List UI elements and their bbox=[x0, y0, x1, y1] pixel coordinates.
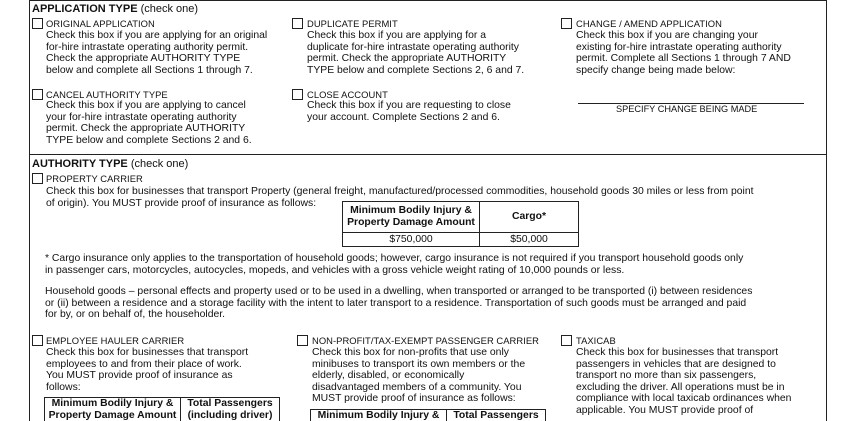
change-amend-label: CHANGE / AMEND APPLICATION bbox=[576, 18, 722, 29]
property-carrier-checkbox[interactable] bbox=[32, 173, 43, 184]
property-table-header-bodily-line1: Minimum Bodily Injury & bbox=[350, 205, 472, 217]
close-account-label: CLOSE ACCOUNT bbox=[307, 89, 388, 100]
authority-type-subtitle: (check one) bbox=[130, 158, 189, 170]
original-application-checkbox[interactable] bbox=[32, 18, 43, 29]
taxicab-label: TAXICAB bbox=[576, 335, 616, 346]
nonprofit-insurance-table bbox=[310, 409, 546, 421]
duplicate-permit-label: DUPLICATE PERMIT bbox=[307, 18, 398, 29]
duplicate-permit-text: Check this box if you are applying for a duplicate for-hire intrastate operating authority permit. Check the appropriate AUTHORITY TYPE below and complete Sections 2, 6 and 7. bbox=[307, 30, 525, 76]
authority-type-title: AUTHORITY TYPE bbox=[32, 158, 128, 170]
employee-hauler-label: EMPLOYEE HAULER CARRIER bbox=[46, 335, 185, 346]
section-divider bbox=[29, 154, 827, 155]
close-account-text: Check this box if you are requesting to close your account. Complete Sections 2 and 6. bbox=[307, 100, 511, 123]
taxicab-checkbox[interactable] bbox=[561, 335, 572, 346]
employee-hauler-text: Check this box for businesses that transport employees to and from their place of work. You MUST provide proof of insurance as follows: bbox=[46, 347, 249, 393]
property-carrier-label: PROPERTY CARRIER bbox=[46, 173, 143, 184]
original-application-label: ORIGINAL APPLICATION bbox=[46, 18, 155, 29]
property-table-header-cargo: Cargo* bbox=[480, 202, 579, 233]
employee-insurance-table bbox=[44, 397, 280, 421]
nonprofit-table-header-passengers: Total Passengers bbox=[447, 410, 546, 421]
employee-table-header-bodily-line1: Minimum Bodily Injury & bbox=[51, 398, 174, 409]
change-amend-checkbox[interactable] bbox=[561, 18, 572, 29]
employee-table-header-bodily bbox=[45, 398, 181, 421]
employee-hauler-checkbox[interactable] bbox=[32, 335, 43, 346]
left-border bbox=[29, 0, 30, 421]
authority-type-heading bbox=[32, 159, 188, 171]
employee-table-header-passengers-line2: (including driver) bbox=[187, 409, 273, 421]
property-table-value-cargo: $50,000 bbox=[480, 233, 579, 247]
nonprofit-carrier-checkbox[interactable] bbox=[297, 335, 308, 346]
close-account-checkbox[interactable] bbox=[292, 89, 303, 100]
nonprofit-carrier-text: Check this box for non-profits that use only minibuses to transport its own members or the elderly, disabled, or economically disadvantaged members of a community. You MUST provide proof of insurance as follows: bbox=[312, 347, 526, 405]
application-type-title: APPLICATION TYPE bbox=[32, 3, 138, 15]
cancel-authority-label: CANCEL AUTHORITY TYPE bbox=[46, 89, 168, 100]
nonprofit-carrier-label: NON-PROFIT/TAX-EXEMPT PASSENGER CARRIER bbox=[312, 335, 539, 346]
top-border bbox=[29, 0, 827, 1]
application-type-heading bbox=[32, 4, 198, 16]
employee-table-header-bodily-line2: Property Damage Amount bbox=[48, 409, 177, 421]
application-type-subtitle: (check one) bbox=[140, 3, 199, 15]
household-goods-definition: Household goods – personal effects and property used or to be used in a dwelling, when transported or arranged to be transported (i) between residences or (ii) between a residence and a storage facility with the intent to later transport to a residence. Transportation of such goods must be arranged and paid for by, or on behalf of, the householder. bbox=[45, 286, 753, 321]
original-application-text: Check this box if you are applying for an original for-hire intrastate operating authority permit. Check the appropriate AUTHORITY TYPE below and complete all Sections 1 through 7. bbox=[46, 30, 268, 76]
employee-table-header-passengers-line1: Total Passengers bbox=[187, 398, 273, 409]
property-carrier-text: Check this box for businesses that transport Property (general freight, manufactured/processed commodities, household goods 30 miles or less from point of origin). You MUST provide proof of insurance as follows: bbox=[46, 186, 754, 209]
right-border bbox=[826, 0, 827, 421]
cancel-authority-text: Check this box if you are applying to cancel your for-hire intrastate operating authority permit. Check the appropriate AUTHORITY TYPE below and complete Sections 2 and 6. bbox=[46, 100, 252, 146]
property-table-header-bodily bbox=[343, 202, 480, 233]
change-amend-text: Check this box if you are changing your existing for-hire intrastate operating authority permit. Complete all Sections 1 through 7 AND specify change being made below: bbox=[576, 30, 791, 76]
specify-change-label: SPECIFY CHANGE BEING MADE bbox=[616, 104, 758, 114]
property-table-header-bodily-line2: Property Damage Amount bbox=[347, 217, 475, 228]
taxicab-text: Check this box for businesses that transport passengers in vehicles that are designed to transport no more than six passengers, excluding the driver. All operations must be in compliance with local taxicab ordinances when applicable. You MUST provide proof of bbox=[576, 347, 792, 416]
duplicate-permit-checkbox[interactable] bbox=[292, 18, 303, 29]
nonprofit-table-header-bodily: Minimum Bodily Injury & bbox=[311, 410, 447, 421]
property-table-value-bodily: $750,000 bbox=[343, 233, 480, 247]
cargo-footnote: * Cargo insurance only applies to the transportation of household goods; however, cargo insurance is not required if you transport household goods only in passenger cars, motorcycles, autocycles, mopeds, and vehicles with a gross vehicle weight rating of 10,000 pounds or less. bbox=[45, 253, 744, 276]
cancel-authority-checkbox[interactable] bbox=[32, 89, 43, 100]
property-insurance-table bbox=[342, 201, 579, 247]
employee-table-header-passengers bbox=[181, 398, 280, 421]
